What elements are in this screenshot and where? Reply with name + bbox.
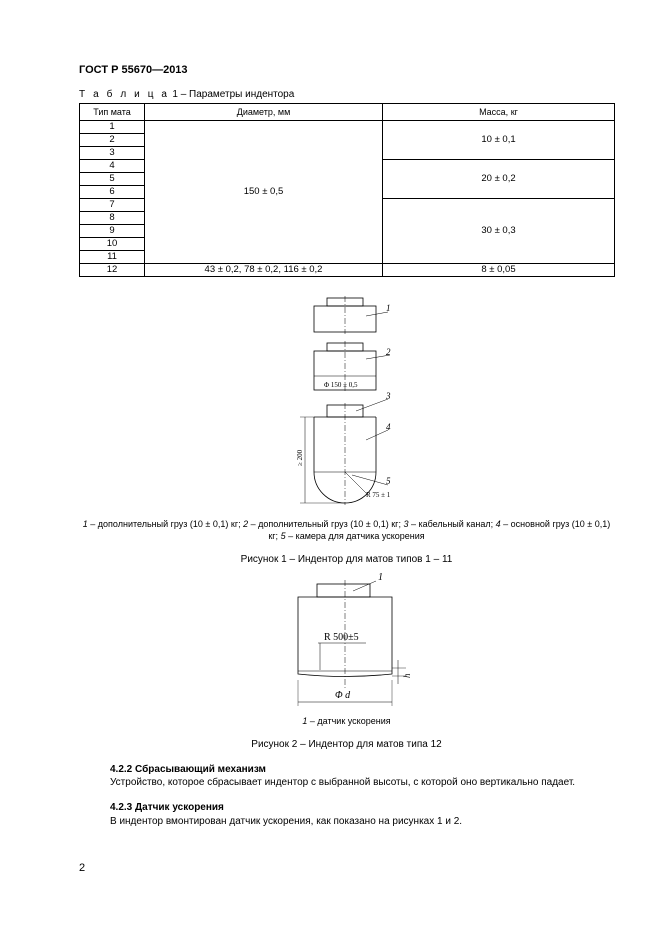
diameter-main-cell: 150 ± 0,5 bbox=[145, 121, 383, 264]
type-cell: 3 bbox=[80, 147, 145, 160]
type-cell: 5 bbox=[80, 173, 145, 186]
mass-4-6-cell: 20 ± 0,2 bbox=[383, 160, 615, 199]
document-header: ГОСТ Р 55670—2013 bbox=[79, 64, 188, 76]
figure-1-caption: Рисунок 1 – Индентор для матов типов 1 – 11 bbox=[240, 554, 453, 565]
type-cell: 11 bbox=[80, 251, 145, 264]
page-number: 2 bbox=[79, 862, 86, 874]
section-4-2-3-text: В индентор вмонтирован датчик ускорения, как показано на рисунках 1 и 2. bbox=[110, 816, 463, 827]
legend-num: 3 bbox=[403, 519, 409, 529]
legend-text: – датчик ускорения bbox=[307, 716, 391, 726]
fig1-label-3: 3 bbox=[386, 391, 391, 401]
type-cell: 4 bbox=[80, 160, 145, 173]
legend-text: – дополнительный груз (10 ± 0,1) кг; bbox=[248, 519, 404, 529]
fig1-label-2: 2 bbox=[386, 347, 391, 357]
fig2-label-1: 1 bbox=[378, 572, 383, 583]
fig2-dim-radius: R 500±5 bbox=[324, 632, 359, 643]
legend-num: 5 bbox=[280, 531, 286, 541]
legend-num: 4 bbox=[495, 519, 501, 529]
figure-2-caption: Рисунок 2 – Индентор для матов типа 12 bbox=[251, 739, 442, 750]
section-4-2-3-heading: 4.2.3 Датчик ускорения bbox=[110, 802, 224, 813]
type-cell: 6 bbox=[80, 186, 145, 199]
fig1-label-5: 5 bbox=[386, 476, 391, 486]
type-cell: 9 bbox=[80, 225, 145, 238]
legend-num: 2 bbox=[243, 519, 249, 529]
header-mat-type: Тип мата bbox=[80, 104, 145, 121]
type-cell: 7 bbox=[80, 199, 145, 212]
mass-1-3-cell: 10 ± 0,1 bbox=[383, 121, 615, 160]
table-caption-text: 1 – Параметры индентора bbox=[172, 89, 295, 100]
fig1-dim-diameter: Φ 150 ± 0,5 bbox=[324, 381, 358, 389]
table-caption-prefix: Т а б л и ц а bbox=[79, 89, 170, 100]
legend-text: – основной груз (10 ± 0,1) кг; bbox=[268, 519, 611, 541]
legend-num: 1 bbox=[82, 519, 88, 529]
fig1-label-1: 1 bbox=[386, 303, 391, 313]
section-4-2-2-text: Устройство, которое сбрасывает индентор с выбранной высоты, с которой оно вертикально падает. bbox=[110, 777, 576, 788]
fig1-dim-height: ≥ 200 bbox=[296, 449, 304, 466]
diameter-12-cell: 43 ± 0,2, 78 ± 0,2, 116 ± 0,2 bbox=[145, 264, 383, 277]
legend-text: – кабельный канал; bbox=[408, 519, 496, 529]
type-cell: 10 bbox=[80, 238, 145, 251]
type-cell: 8 bbox=[80, 212, 145, 225]
header-diameter: Диаметр, мм bbox=[145, 104, 383, 121]
mass-7-11-cell: 30 ± 0,3 bbox=[383, 199, 615, 264]
header-mass: Масса, кг bbox=[383, 104, 615, 121]
fig1-dim-radius: R 75 ± 1 bbox=[366, 491, 391, 499]
type-cell: 2 bbox=[80, 134, 145, 147]
fig2-dim-d: Φ d bbox=[335, 690, 351, 701]
figure-2-legend bbox=[79, 715, 614, 727]
fig2-dim-h: h bbox=[402, 673, 412, 678]
legend-text: – камера для датчика ускорения bbox=[285, 531, 425, 541]
section-4-2-2-heading: 4.2.2 Сбрасывающий механизм bbox=[110, 764, 266, 775]
legend-num: 1 bbox=[302, 716, 308, 726]
fig1-label-4: 4 bbox=[386, 422, 391, 432]
type-cell: 12 bbox=[80, 264, 145, 277]
mass-12-cell: 8 ± 0,05 bbox=[383, 264, 615, 277]
legend-text: – дополнительный груз (10 ± 0,1) кг; bbox=[87, 519, 244, 529]
type-cell: 1 bbox=[80, 121, 145, 134]
